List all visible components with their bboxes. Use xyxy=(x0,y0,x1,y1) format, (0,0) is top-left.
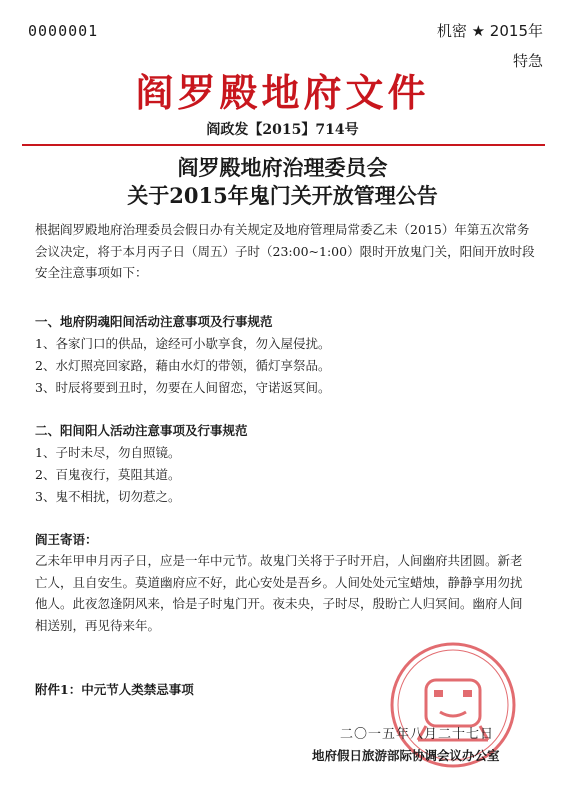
urgency-mark: 特急 xyxy=(512,52,543,70)
section-1-item: 1、各家门口的供品，途经可小歇享食，勿入屋侵扰。 xyxy=(35,336,331,351)
intro-paragraph: 根据阎罗殿地府治理委员会假日办有关规定及地府管理局常委乙未（2015）年第五次常务会议决定，将于本月丙子日（周五）子时（23:00~1:00）限时开放鬼门关，阳间开放时段安全注意事项如下： xyxy=(35,222,535,280)
issue-date: 二〇一五年八月二十七日 xyxy=(340,727,495,742)
issuing-office: 地府假日旅游部际协调会议办公室 xyxy=(312,748,500,763)
red-divider-line xyxy=(22,144,545,146)
notice-title-line-2: 关于2015年鬼门关开放管理公告 xyxy=(127,183,438,208)
section-2-heading: 二、阳间阳人活动注意事项及行事规范 xyxy=(35,423,248,438)
classification-mark: 机密 ★ 2015年 xyxy=(436,22,543,40)
section-1-item: 3、时辰将要到丑时，勿要在人间留恋，守诺返冥间。 xyxy=(35,380,331,395)
message-body: 乙未年甲申月丙子日，应是一年中元节。故鬼门关将于子时开启，人间幽府共团圆。新老亡人，且自安生。莫道幽府应不好，此心安处是吾乡。人间处处元宝蜡烛，静静享用勿扰他人。此夜忽逢阴风来，恰是子时鬼门开。夜未央，子时尽，殷盼亡人归冥间。幽府人间相送别，再见待来年。 xyxy=(35,553,523,633)
section-2-item: 3、鬼不相扰，切勿惹之。 xyxy=(35,489,181,504)
section-2-item: 2、百鬼夜行，莫阻其道。 xyxy=(35,467,181,482)
issue-number: 阎政发【2015】714号 xyxy=(206,122,359,138)
notice-title-line-1: 阎罗殿地府治理委员会 xyxy=(177,155,388,180)
section-1-heading: 一、地府阴魂阳间活动注意事项及行事规范 xyxy=(35,314,273,329)
attachment-note: 附件1：中元节人类禁忌事项 xyxy=(35,682,194,697)
section-1-item: 2、水灯照亮回家路，藉由水灯的带领，循灯享祭品。 xyxy=(35,358,331,373)
document-number: 0000001 xyxy=(28,22,99,40)
document-masthead: 阎罗殿地府文件 xyxy=(135,71,430,115)
message-heading: 阎王寄语： xyxy=(35,532,98,547)
section-2-item: 1、子时未尽，勿自照镜。 xyxy=(35,445,181,460)
